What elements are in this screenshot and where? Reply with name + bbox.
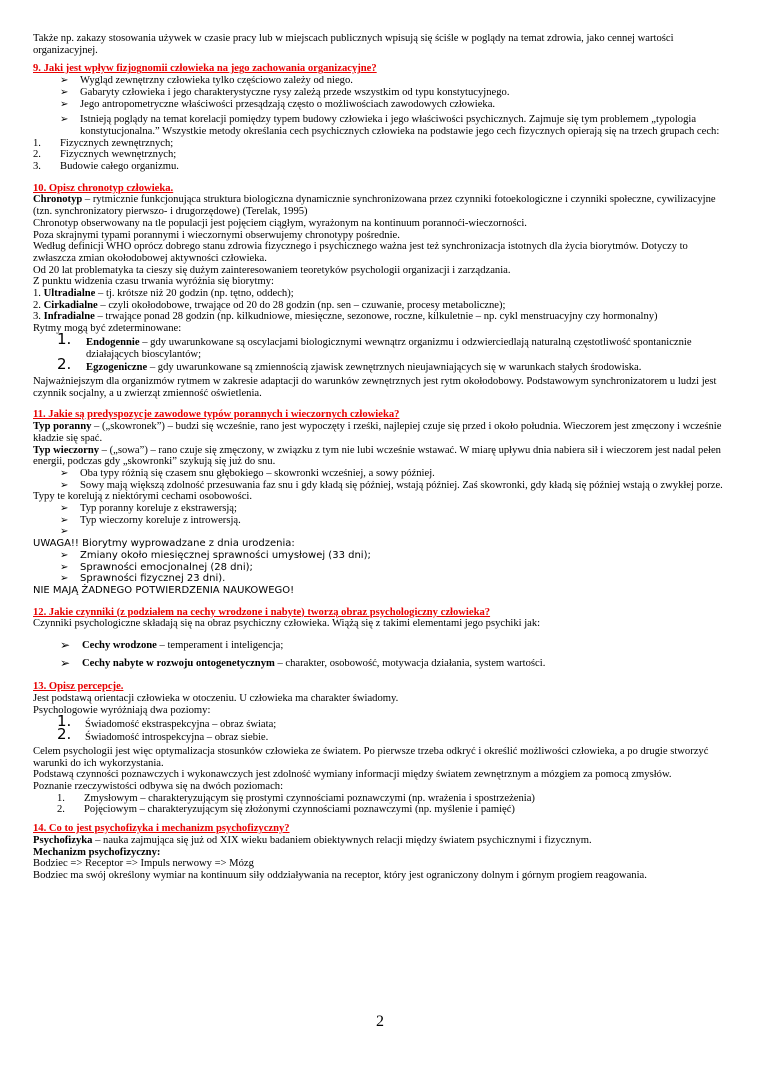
paragraph: Rytmy mogą być zdeterminowane: — [33, 323, 182, 335]
list-item: 1. Fizycznych zewnętrznych; — [33, 137, 174, 149]
paragraph: Bodziec ma swój określony wymiar na kontinuum siły oddziaływania na receptor, który jest ograniczony dolnym i górnym progiem reagowania. — [33, 870, 647, 881]
s9-list — [33, 138, 727, 173]
page-number: 2 — [376, 1013, 384, 1030]
paragraph: Czynniki psychologiczne składają się na obraz psychiczny człowieka. Wiążą się z takimi elementami jego psychiki jak: — [33, 618, 541, 630]
list-item: 1. Ultradialne – tj. krótsze niż 20 godzin (np. tętno, oddech); — [33, 288, 294, 300]
paragraph: Chronotyp obserwowany na tle populacji jest pojęciem ciągłym, wyrażonym na kontinuum porannoći-wieczorności. — [33, 217, 527, 229]
list-item: ➢ Typ wieczorny koreluje z introwersją. — [60, 515, 727, 527]
paragraph: Typ wieczorny – („sowa”) – rano czuje się zmęczony, w związku z tym nie lubi wcześnie wstawać. W miarę upływu dnia nabiera sił i wieczorem jest nadal pełen energii, podczas gdy „skowronki” szykują się już do snu. — [33, 444, 721, 468]
paragraph: Poza skrajnymi typami porannymi i wieczornymi obserwujemy chronotypy pośrednie. — [33, 229, 400, 241]
list-item: ➢ Gabaryty człowieka i jego charakterystyczne rysy zależą przede wszystkim od typu konstytucyjnego. — [60, 87, 727, 99]
paragraph: Bodziec => Receptor => Impuls nerwowy => Mózg — [33, 858, 254, 870]
paragraph: Poznanie rzeczywistości odbywa się na dwóch poziomach: — [33, 781, 284, 793]
heading-11: 11. Jakie są predyspozycje zawodowe typów porannych i wieczornych człowieka? — [33, 409, 400, 421]
paragraph: Najważniejszym dla organizmów rytmem w zakresie adaptacji do warunków zewnętrznych jest rytm okołodobowy. Podstawowym synchronizatorem u ludzi jest czynnik socjalny, a u zwierząt zmienność oświetlenia. — [33, 375, 717, 399]
paragraph: Mechanizm psychofizyczny: — [33, 846, 161, 858]
heading-14: 14. Co to jest psychofizyka i mechanizm psychofizyczny? — [33, 823, 290, 835]
list-item: ➢ Oba typy różnią się czasem snu głębokiego – skowronki wcześniej, a sowy później. — [60, 468, 727, 480]
s11-bullets-3 — [33, 550, 727, 585]
list-item: 3. Budowie całego organizmu. — [33, 161, 179, 173]
list-item: ➢ Istnieją poglądy na temat korelacji pomiędzy typem budowy człowieka i jego właściwości psychicznych. Zajmuje się tym problemem „typologia konstytucjonalna.” Wszystkie metody określania cech psychicznych człowieka na podstawie jego cech fizycznych opierają się na trzech grupach cech: — [60, 114, 727, 137]
list-item: ➢ Sprawności emocjonalnej (28 dni); — [60, 562, 727, 574]
list-item: 3. Infradialne – trwające ponad 28 godzin (np. kilkudniowe, miesięczne, sezonowe, roczne, kilkuletnie – np. cykl menstruacyjny czy hormonalny) — [33, 311, 658, 323]
list-item: 2. Świadomość introspekcyjna – obraz siebie. — [57, 725, 269, 744]
list-item: 2. Egzogeniczne – gdy uwarunkowane są zmiennością zjawisk zewnętrznych nieujawniających się w warunkach stałych środowiska. — [57, 355, 642, 374]
list-item: 1. Zmysłowym – charakteryzującym się prostymi czynnościami poznawczymi (np. wrażenia i spostrzeżenia) — [57, 792, 535, 804]
s10-definition: Chronotyp – rytmicznie funkcjonująca struktura biologiczna dynamicznie synchronizowana przez czynniki fotoekologiczne i czynniki społeczne, cywilizacyjne (tzn. synchronizatory pierwszo- i drugorzędowe) (Terelak, 1995) — [33, 194, 716, 218]
heading-12: 12. Jakie czynniki (z podziałem na cechy wrodzone i nabyte) tworzą obraz psychologiczny człowieka? — [33, 606, 491, 618]
list-item: ➢ Sprawności fizycznej 23 dni). — [60, 573, 727, 585]
s9-bullets — [33, 75, 727, 138]
heading-9: 9. Jaki jest wpływ fizjognomii człowieka na jego zachowania organizacyjne? — [33, 63, 377, 75]
list-item: 2. Pojęciowym – charakteryzującym się złożonymi czynnościami poznawczymi (np. myślenie i pamięć) — [57, 804, 515, 816]
paragraph: Psychofizyka – nauka zajmująca się już od XIX wieku badaniem obiektywnych relacji między światem psychicznymi i fizycznym. — [33, 834, 592, 846]
list-item: ➢ Jego antropometryczne właściwości przesądzają często o możliwościach zawodowych człowieka. — [60, 99, 727, 111]
s13-levels — [33, 711, 727, 744]
paragraph: Podstawą czynności poznawczych i wykonawczych jest zdolność wymiany informacji między światem zewnętrznym a mózgiem za pomocą zmysłów. — [33, 769, 672, 781]
warning-text: UWAGA!! Biorytmy wyprowadzane z dnia urodzenia: — [33, 538, 295, 550]
list-item: 2. Fizycznych wewnętrznych; — [33, 149, 177, 161]
paragraph: Według definicji WHO oprócz dobrego stanu zdrowia fizycznego i psychicznego ważna jest też synchronizacja istotnych dla życia biorytmów. Dotyczy to zwłaszcza zmian okołodobowej aktywności człowieka. — [33, 241, 688, 264]
list-item: ➢ Wygląd zewnętrzny człowieka tylko częściowo zależy od niego. — [60, 75, 727, 87]
paragraph: Od 20 lat problematyka ta cieszy się dużym zainteresowaniem teoretyków psychologii organizacji i zarządzania. — [33, 264, 511, 276]
s11-bullets-1 — [33, 468, 727, 491]
list-item: ➢ Cechy nabyte w rozwoju ontogenetycznym – charakter, osobowość, motywacja działania, system wartości. — [60, 658, 727, 670]
list-item — [60, 526, 727, 538]
list-item: ➢ Zmiany około miesięcznej sprawności umysłowej (33 dni); — [60, 550, 727, 562]
paragraph: Jest podstawą orientacji człowieka w otoczeniu. U człowieka ma charakter świadomy. — [33, 693, 399, 705]
list-item: 1. Świadomość ekstraspekcyjna – obraz świata; — [57, 711, 277, 730]
s13-levels-2 — [33, 793, 727, 816]
s12-bullets — [33, 640, 727, 669]
list-item: ➢ Sowy mają większą zdolność przesuwania faz snu i gdy kładą się później, wstają później. Zaś skowronki, gdy kładą się później wstają o zwykłej porze. — [60, 480, 727, 492]
heading-10: 10. Opisz chronotyp człowieka. — [33, 182, 174, 194]
paragraph: Typ poranny – („skowronek”) – budzi się wcześnie, rano jest wypoczęty i rześki, najlepiej czuje się przed i około południa. Wieczorem jest zmęczony i wcześnie kładzie się spać. — [33, 421, 722, 444]
list-item: ➢ Typ poranny koreluje z ekstrawersją; — [60, 503, 727, 515]
list-item: 1. Endogennie – gdy uwarunkowane są oscylacjami biologicznymi wewnątrz organizmu i odzwierciedlają naturalną częstotliwość spontanicznie działających bioscylantów; — [57, 329, 692, 360]
paragraph: Celem psychologii jest więc optymalizacja stosunków człowieka ze światem. Po pierwsze trzeba odkryć i określić możliwości człowieka, a po drugie stworzyć warunki do ich wykorzystania. — [33, 745, 709, 769]
paragraph: Typy te korelują z niektórymi cechami osobowości. — [33, 491, 253, 503]
list-item: ➢ Cechy wrodzone – temperament i inteligencja; — [60, 640, 727, 652]
heading-13: 13. Opisz percepcje. — [33, 681, 124, 693]
list-item: 2. Cirkadialne – czyli okołodobowe, trwające od 20 do 28 godzin (np. sen – czuwanie, procesy metaboliczne); — [33, 299, 506, 311]
document-page — [33, 33, 727, 882]
intro-paragraph: Także np. zakazy stosowania używek w czasie pracy lub w miejscach publicznych wpisują się ściśle w poglądy na temat zdrowia, jako cennej wartości organizacyjnej. — [33, 33, 674, 56]
paragraph: Psychologowie wyróżniają dwa poziomy: — [33, 704, 211, 716]
s11-bullets-2 — [33, 503, 727, 538]
paragraph: Z punktu widzenia czasu trwania wyróżnia się biorytmy: — [33, 276, 274, 288]
caps-notice: NIE MAJĄ ŻADNEGO POTWIERDZENIA NAUKOWEGO! — [33, 584, 295, 596]
